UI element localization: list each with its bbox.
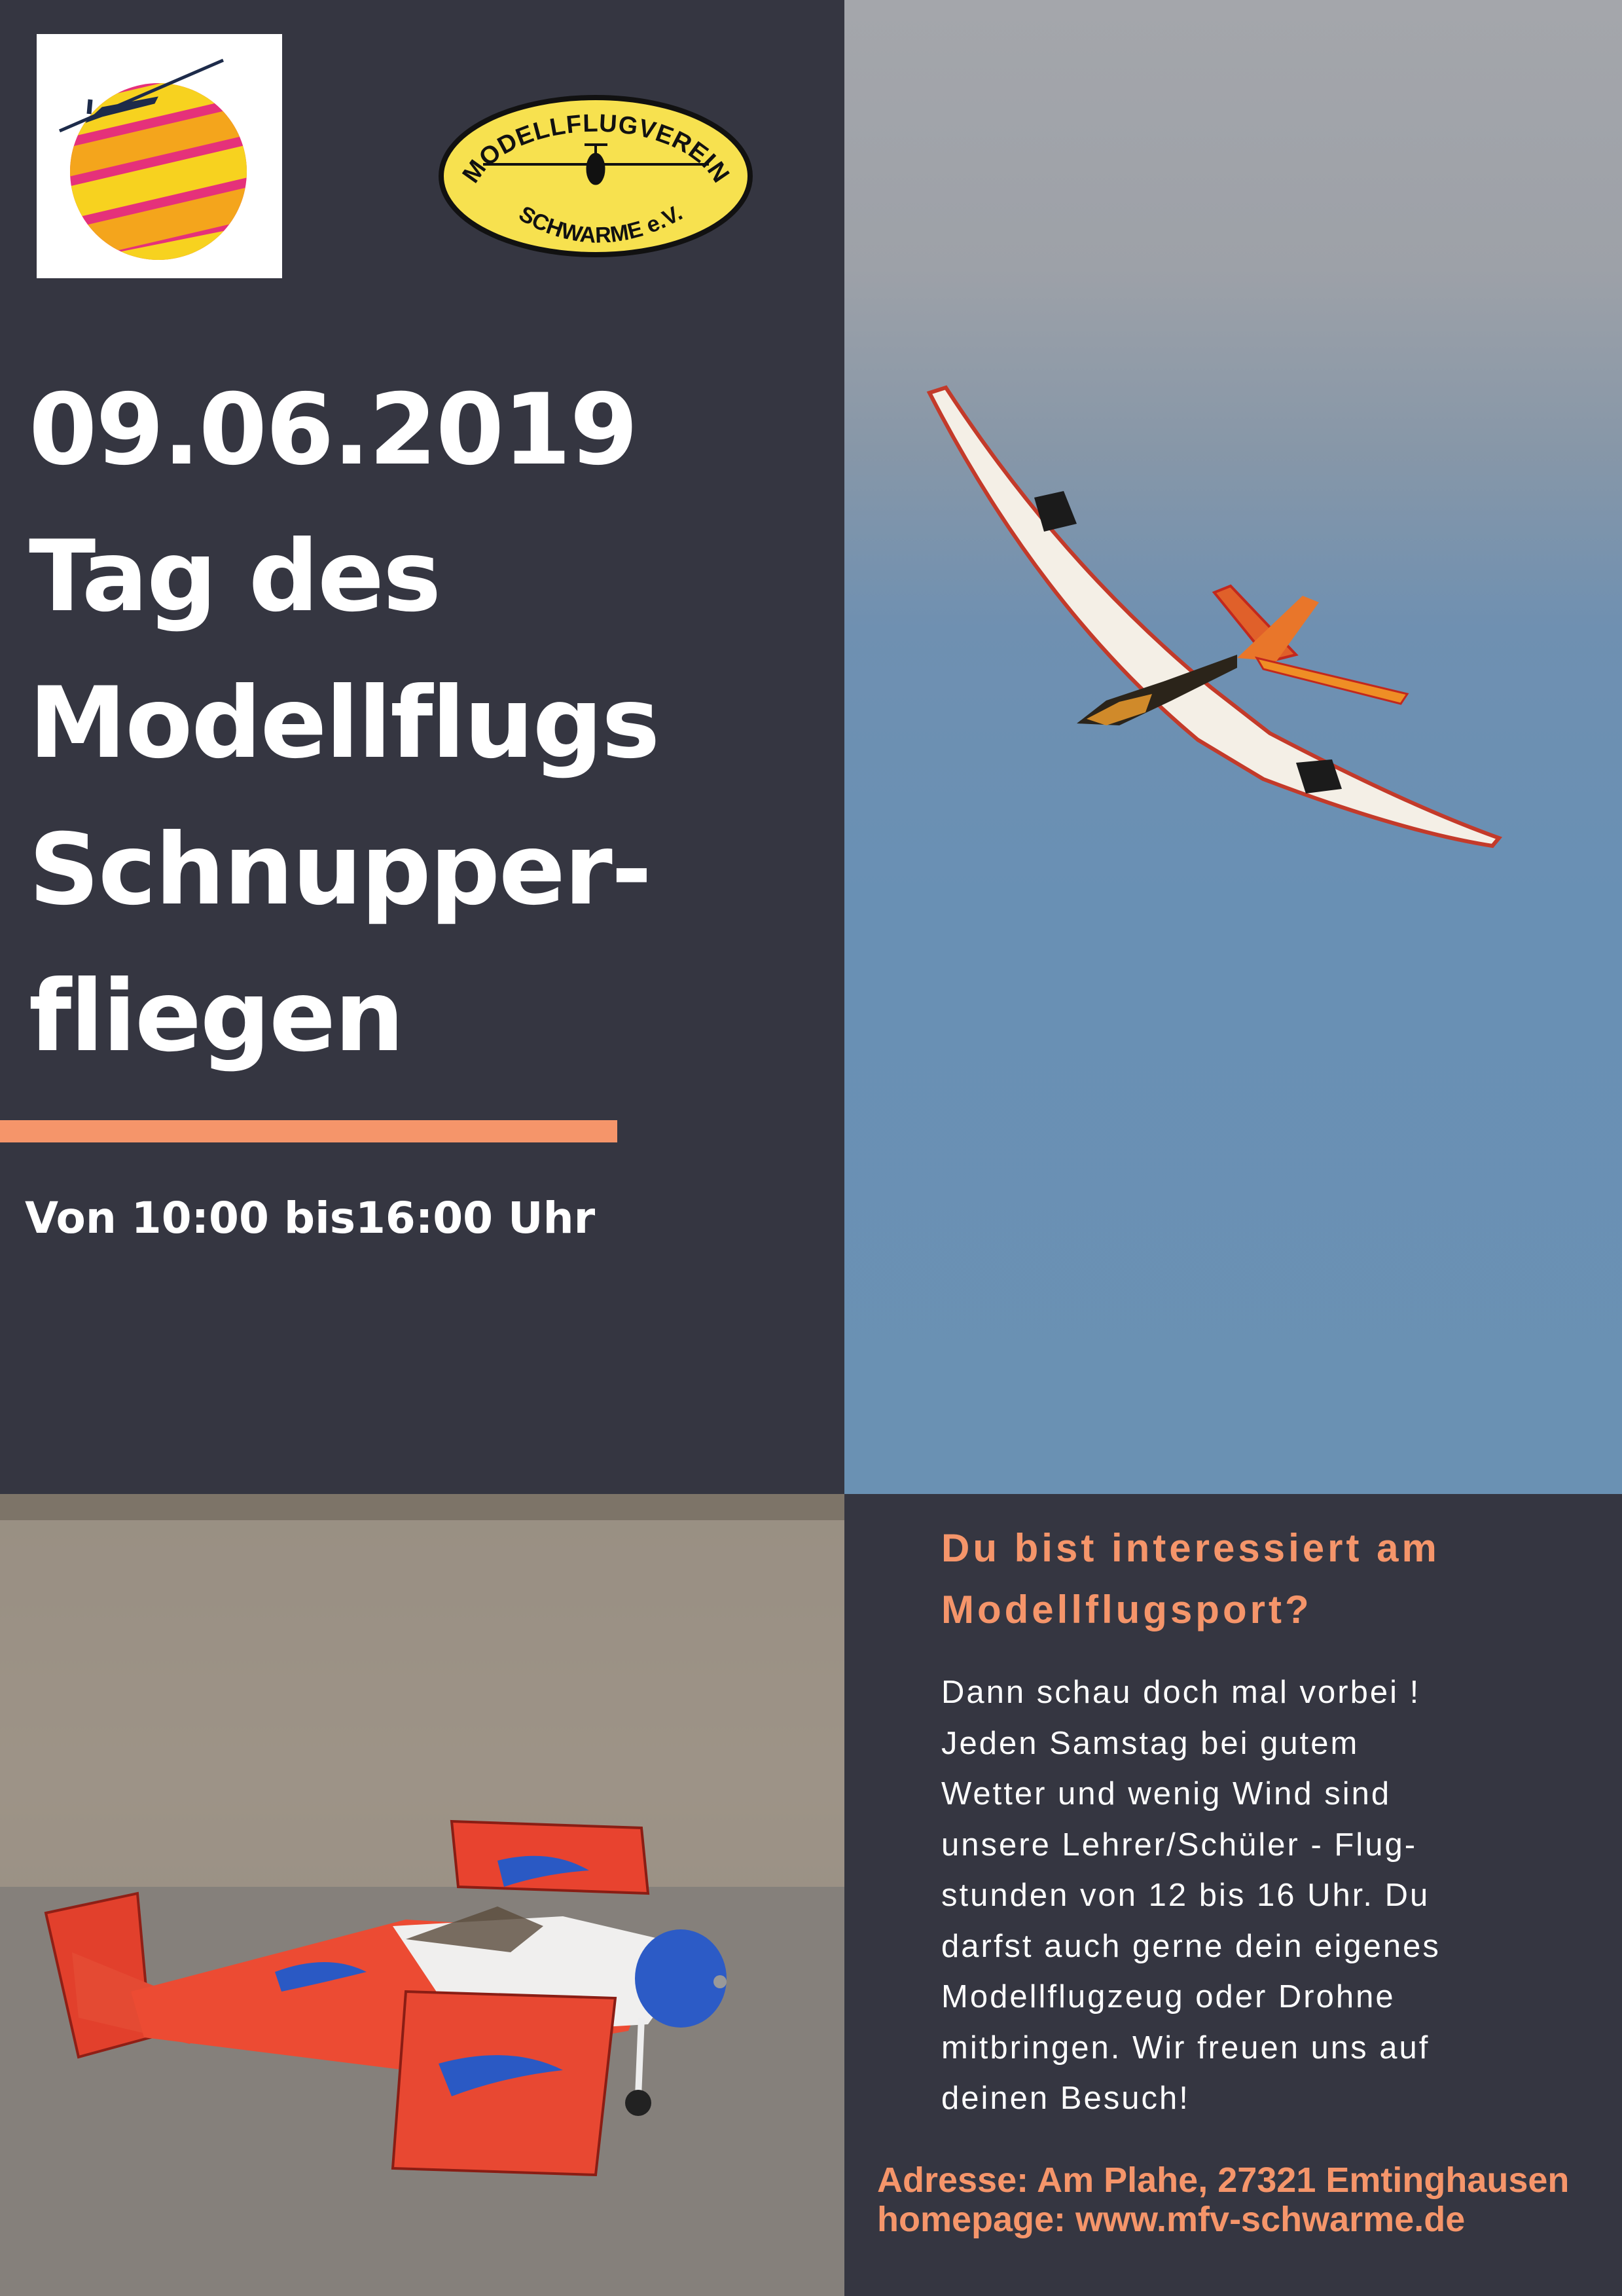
glider-photo xyxy=(844,0,1622,1494)
info-body: Dann schau doch mal vorbei ! Jeden Samstag bei gutem Wetter und wenig Wind sind unsere Lehrer/Schüler - Flug- stunden von 12 bis 16 Uhr. Du darfst auch gerne dein eigenes Modellflugzeug oder Drohne mitbringen. Wir freuen uns auf deinen Besuch! xyxy=(941,1675,1441,2116)
info-heading: Du bist interessiert am Modellflugsport? xyxy=(941,1526,1440,1631)
badge-bottom-text: SCHWARME e.V. xyxy=(514,200,687,248)
accent-divider xyxy=(0,1120,617,1142)
event-date: 09.06.2019 xyxy=(29,373,637,487)
event-title xyxy=(29,357,658,1090)
event-panel xyxy=(0,0,844,1494)
title-line-3: Modellflugs xyxy=(29,666,659,780)
title-line-4: Schnupper- xyxy=(29,813,651,927)
glider-airplane-image xyxy=(844,0,1622,1494)
club-logo-sun-glider xyxy=(37,34,282,278)
event-time: Von 10:00 bis16:00 Uhr xyxy=(25,1193,596,1243)
address-text: Adresse: Am Plahe, 27321 Emtinghausen xyxy=(877,2160,1570,2200)
club-logo-badge xyxy=(437,94,755,259)
aerobatic-plane-photo xyxy=(0,1494,844,2296)
title-line-2: Tag des xyxy=(29,520,441,634)
aerobatic-airplane-image xyxy=(0,1494,844,2296)
title-line-5: fliegen xyxy=(29,960,403,1074)
info-panel xyxy=(844,1494,1622,2296)
contact-footer xyxy=(877,2160,1617,2239)
homepage-link[interactable]: homepage: www.mfv-schwarme.de xyxy=(877,2200,1466,2239)
badge-top-text: MODELLFLUGVEREIN xyxy=(457,109,735,189)
